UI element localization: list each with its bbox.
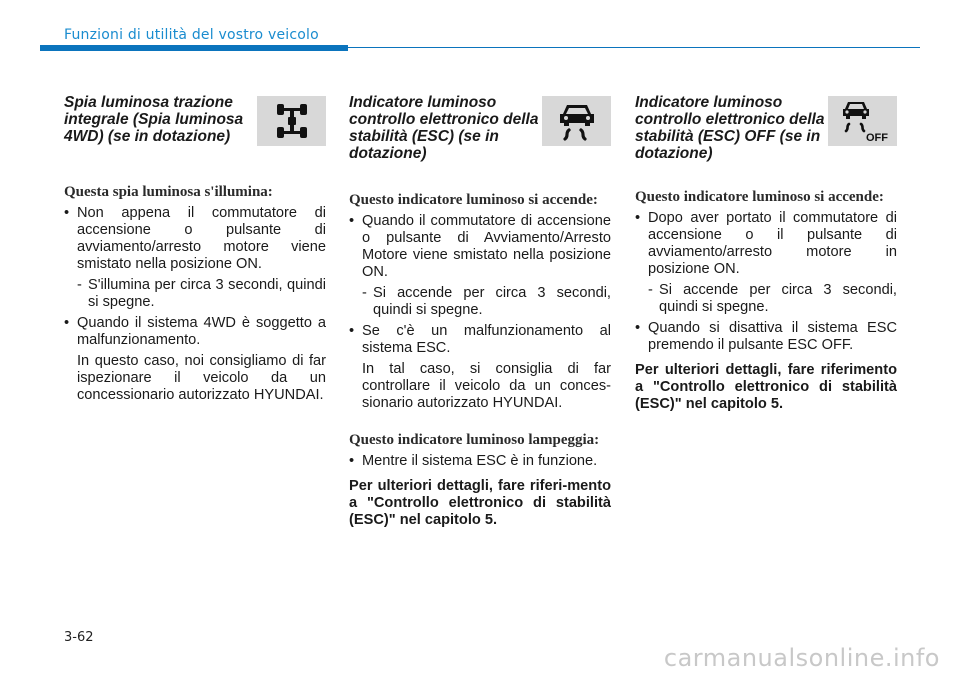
list-item: • Non appena il commutatore di accensione o pulsante di avviamento/arresto motore viene smistato nella posizione ON. [64, 205, 326, 272]
header-accent-bar [40, 45, 348, 51]
esc-icon [542, 96, 611, 146]
svg-text:OFF: OFF [865, 132, 888, 143]
section-header-title: Funzioni di utilità del vostro veicolo [64, 27, 319, 43]
list-subitem: - S'illumina per circa 3 secondi, quindi si spegne. [77, 277, 326, 310]
section-title: Indicatore luminoso controllo elettronico della stabilità (ESC) OFF (se in dotazione) [635, 94, 825, 162]
list-item: • Mentre il sistema ESC è in funzione. [349, 453, 598, 469]
column-esc [349, 94, 611, 529]
section-head [64, 94, 326, 146]
subheading: Questo indicatore luminoso si accende: [349, 192, 598, 208]
esc-off-icon [828, 96, 897, 146]
reference-note: Per ulteriori dettagli, fare riferi-mento a "Controllo elettronico di stabilità (ESC)" nel capitolo 5. [349, 478, 611, 528]
reference-note: Per ulteriori dettagli, fare riferimento a "Controllo elettronico di stabilità (ESC)" nel capitolo 5. [635, 362, 897, 412]
subheading: Questa spia luminosa s'illumina: [64, 184, 273, 200]
paragraph: In tal caso, si consiglia di far controllare il veicolo da un conces-sionario autorizzato HYUNDAI. [362, 361, 611, 411]
section-head [349, 94, 611, 162]
page-number: 3-62 [64, 630, 94, 645]
list-item: • Quando si disattiva il sistema ESC premendo il pulsante ESC OFF. [635, 320, 897, 353]
section-head [635, 94, 897, 162]
column-esc-off [635, 94, 897, 413]
list-item: • Quando il sistema 4WD è soggetto a malfunzionamento. [64, 315, 326, 348]
4wd-icon [257, 96, 326, 146]
list-subitem: - Si accende per circa 3 secondi, quindi si spegne. [648, 282, 897, 315]
list-item: • Se c'è un malfunzionamento al sistema ESC. [349, 323, 611, 356]
subheading: Questo indicatore luminoso si accende: [635, 189, 884, 205]
paragraph: In questo caso, noi consigliamo di far ispezionare il veicolo da un concessionario autorizzato HYUNDAI. [77, 353, 326, 403]
header-rule [348, 47, 920, 48]
section-title: Spia luminosa trazione integrale (Spia luminosa 4WD) (se in dotazione) [64, 94, 244, 145]
list-item: • Dopo aver portato il commutatore di accensione o il pulsante di avviamento/arresto motore in posizione ON. [635, 210, 897, 277]
list-item: • Quando il commutatore di accensione o pulsante di Avviamento/Arresto Motore viene smistato nella posizione ON. [349, 213, 611, 280]
watermark: carmanualsonline.info [663, 644, 940, 672]
subheading: Questo indicatore luminoso lampeggia: [349, 432, 600, 448]
list-subitem: - Si accende per circa 3 secondi, quindi si spegne. [362, 285, 611, 318]
column-4wd [64, 94, 326, 408]
section-title: Indicatore luminoso controllo elettronico della stabilità (ESC) (se in dotazione) [349, 94, 539, 162]
